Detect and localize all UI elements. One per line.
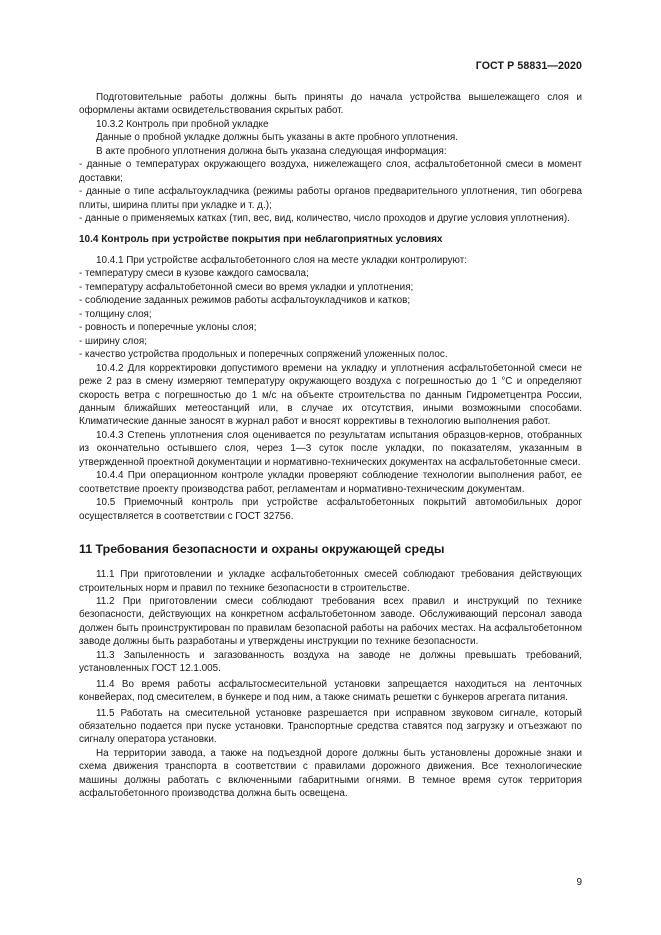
list-item: - данные о температурах окружающего воздуха, нижележащего слоя, асфальтобетонной смеси в момент доставки;	[79, 159, 582, 184]
list-item: - температуру смеси в кузове каждого самосвала;	[79, 268, 309, 280]
paragraph: 11.3 Запыленность и загазованность воздуха на заводе не должны превышать требований, установленных ГОСТ 12.1.005.	[79, 649, 582, 675]
paragraph: Данные о пробной укладке должны быть указаны в акте пробного уплотнения.	[96, 132, 459, 144]
paragraph: 10.5 Приемочный контроль при устройстве асфальтобетонных покрытий автомобильных дорог осуществляется в соответствии с ГОСТ 32756.	[79, 497, 582, 522]
document-body	[79, 91, 582, 801]
paragraph: 11.4 Во время работы асфальтосмесительной установки запрещается находиться на ленточных конвейерах, под смесителем, в бункере и под ним, а также снимать решетки с бункеров агрегата питания.	[79, 678, 582, 704]
paragraph: 11.1 При приготовлении и укладке асфальтобетонных смесей соблюдают требования действующих строительных норм и правил по технике безопасности в строительстве.	[79, 569, 582, 594]
list-item: - данные о применяемых катках (тип, вес, вид, количество, число проходов и другие условия уплотнения).	[79, 213, 570, 225]
paragraph: 10.4.4 При операционном контроле укладки проверяют соблюдение технологии выполнения работ, ее соответствие проекту производства работ, регламентам и нормативно-техническим документам.	[79, 470, 582, 495]
list-item: - ширину слоя;	[79, 335, 148, 347]
subsection-title: 10.3.2 Контроль при пробной укладке	[96, 118, 269, 130]
section-heading-10-4: 10.4 Контроль при устройстве покрытия при неблагоприятных условиях	[79, 233, 443, 245]
list-item: - ровность и поперечные уклоны слоя;	[79, 322, 257, 334]
list-item: - данные о типе асфальтоукладчика (режимы работы органов предварительного уплотнения, тип обогрева плиты, ширина плиты при укладке и т. д.);	[79, 186, 582, 211]
paragraph: Подготовительные работы должны быть приняты до начала устройства вышележащего слоя и оформлены актами освидетельствования скрытых работ.	[79, 92, 582, 117]
section-heading-11: 11 Требования безопасности и охраны окружающей среды	[79, 542, 445, 557]
paragraph: 10.4.3 Степень уплотнения слоя оценивается по результатам испытания образцов-кернов, отобранных из окончательно остывшего слоя, через 1—3 суток после укладки, по показателям, указанным в утвержденной проектной документации и нормативно-технических документах на асфальтобетонные смеси.	[79, 429, 582, 468]
paragraph: В акте пробного уплотнения должна быть указана следующая информация:	[96, 145, 447, 157]
document-header: ГОСТ Р 58831—2020	[475, 60, 582, 72]
paragraph: 10.4.1 При устройстве асфальтобетонного слоя на месте укладки контролируют:	[96, 254, 468, 266]
paragraph: 11.2 При приготовлении смеси соблюдают требования всех правил и инструкций по технике безопасности, действующих на конкретном асфальтобетонном заводе. Обслуживающий персонал завода должен быть проинструктирован по правилам безопасной работы на рабочих местах. На асфальтобетонном заводе должны быть разработаны и утверждены инструкции по технике безопасности.	[79, 595, 582, 648]
page-number: 9	[576, 877, 582, 888]
paragraph: На территории завода, а также на подъездной дороге должны быть установлены дорожные знаки и схема движения транспорта в соответствии с правилами дорожного движения. Все технологические машины должны работать с включенными габаритными огнями. В темное время суток территория асфальтобетонного производства должна быть освещена.	[79, 747, 582, 800]
list-item: - температуру асфальтобетонной смеси во время укладки и уплотнения;	[79, 281, 414, 293]
list-item: - соблюдение заданных режимов работы асфальтоукладчиков и катков;	[79, 295, 411, 307]
paragraph: 11.5 Работать на смесительной установке разрешается при исправном звуковом сигнале, который обязательно подается при пуске установки. Транспортные средства ставятся под загрузку и отъезжают по сигналу оператора установки.	[79, 707, 582, 746]
list-item: - качество устройства продольных и поперечных сопряжений уложенных полос.	[79, 349, 448, 361]
list-item: - толщину слоя;	[79, 308, 152, 320]
paragraph: 10.4.2 Для корректировки допустимого времени на укладку и уплотнения асфальтобетонной смеси не реже 2 раз в смену измеряют температуру окружающего воздуха с погрешностью до 1 °С и определяют скорость ветра с погрешностью до 1 м/с на объекте строительства по данным Гидрометцентра России, данным ближайших метеостанций или, в случае их отсутствия, иными возможными способами. Климатические данные заносят в журнал работ и вносят коррективы в технологию выполнения работ.	[79, 362, 582, 428]
